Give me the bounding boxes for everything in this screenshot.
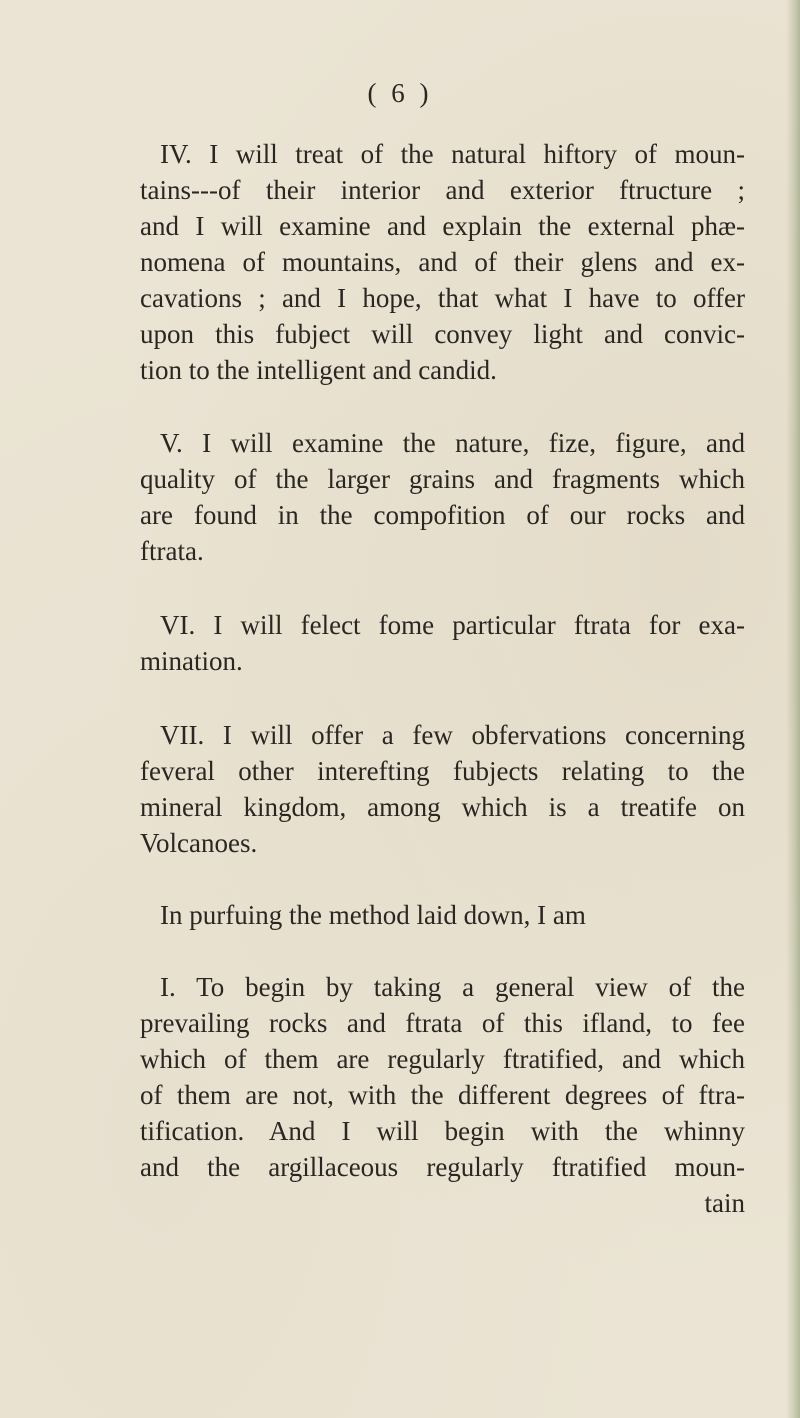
paragraph-iv-line-1: IV. I will treat of the natural hiftory of moun- bbox=[160, 139, 745, 169]
page-edge-shadow bbox=[786, 0, 800, 1418]
page-number: ( 6 ) bbox=[367, 78, 433, 108]
paragraph-iv-line-3: and I will examine and explain the external phæ- bbox=[140, 211, 745, 241]
paragraph-method-line-1: In purfuing the method laid down, I am bbox=[160, 900, 586, 930]
paragraph-i-line-3: which of them are regularly ftratified, and which bbox=[140, 1044, 745, 1074]
paragraph-vii-line-3: mineral kingdom, among which is a treatife on bbox=[140, 792, 745, 822]
paragraph-iv-line-6: upon this fubject will convey light and convic- bbox=[140, 319, 745, 349]
paragraph-vii-line-1: VII. I will offer a few obfervations concerning bbox=[160, 720, 745, 750]
paragraph-iv-line-7: tion to the intelligent and candid. bbox=[140, 355, 497, 385]
paragraph-iv-line-4: nomena of mountains, and of their glens and ex- bbox=[140, 247, 745, 277]
paragraph-vii-line-2: feveral other interefting fubjects relating to the bbox=[140, 756, 745, 786]
paragraph-v-line-1: V. I will examine the nature, fize, figure, and bbox=[160, 428, 745, 458]
paragraph-i-line-6: and the argillaceous regularly ftratified moun- bbox=[140, 1152, 745, 1182]
paragraph-vi-line-2: mination. bbox=[140, 646, 243, 676]
paragraph-i-line-2: prevailing rocks and ftrata of this ifland, to fee bbox=[140, 1008, 745, 1038]
paragraph-v-line-4: ftrata. bbox=[140, 536, 204, 566]
paragraph-i-line-4: of them are not, with the different degrees of ftra- bbox=[140, 1080, 745, 1110]
paragraph-iv-line-5: cavations ; and I hope, that what I have to offer bbox=[140, 283, 745, 313]
paragraph-iv-line-2: tains---of their interior and exterior ftructure ; bbox=[140, 175, 745, 205]
catchword: tain bbox=[704, 1188, 745, 1218]
paragraph-v-line-3: are found in the compofition of our rocks and bbox=[140, 500, 745, 530]
paragraph-i-line-1: I. To begin by taking a general view of the bbox=[160, 972, 745, 1002]
paragraph-vi-line-1: VI. I will felect fome particular ftrata for exa- bbox=[160, 610, 745, 640]
paragraph-vii-line-4: Volcanoes. bbox=[140, 828, 258, 858]
paragraph-v-line-2: quality of the larger grains and fragments which bbox=[140, 464, 745, 494]
paragraph-i-line-5: tification. And I will begin with the whinny bbox=[140, 1116, 745, 1146]
